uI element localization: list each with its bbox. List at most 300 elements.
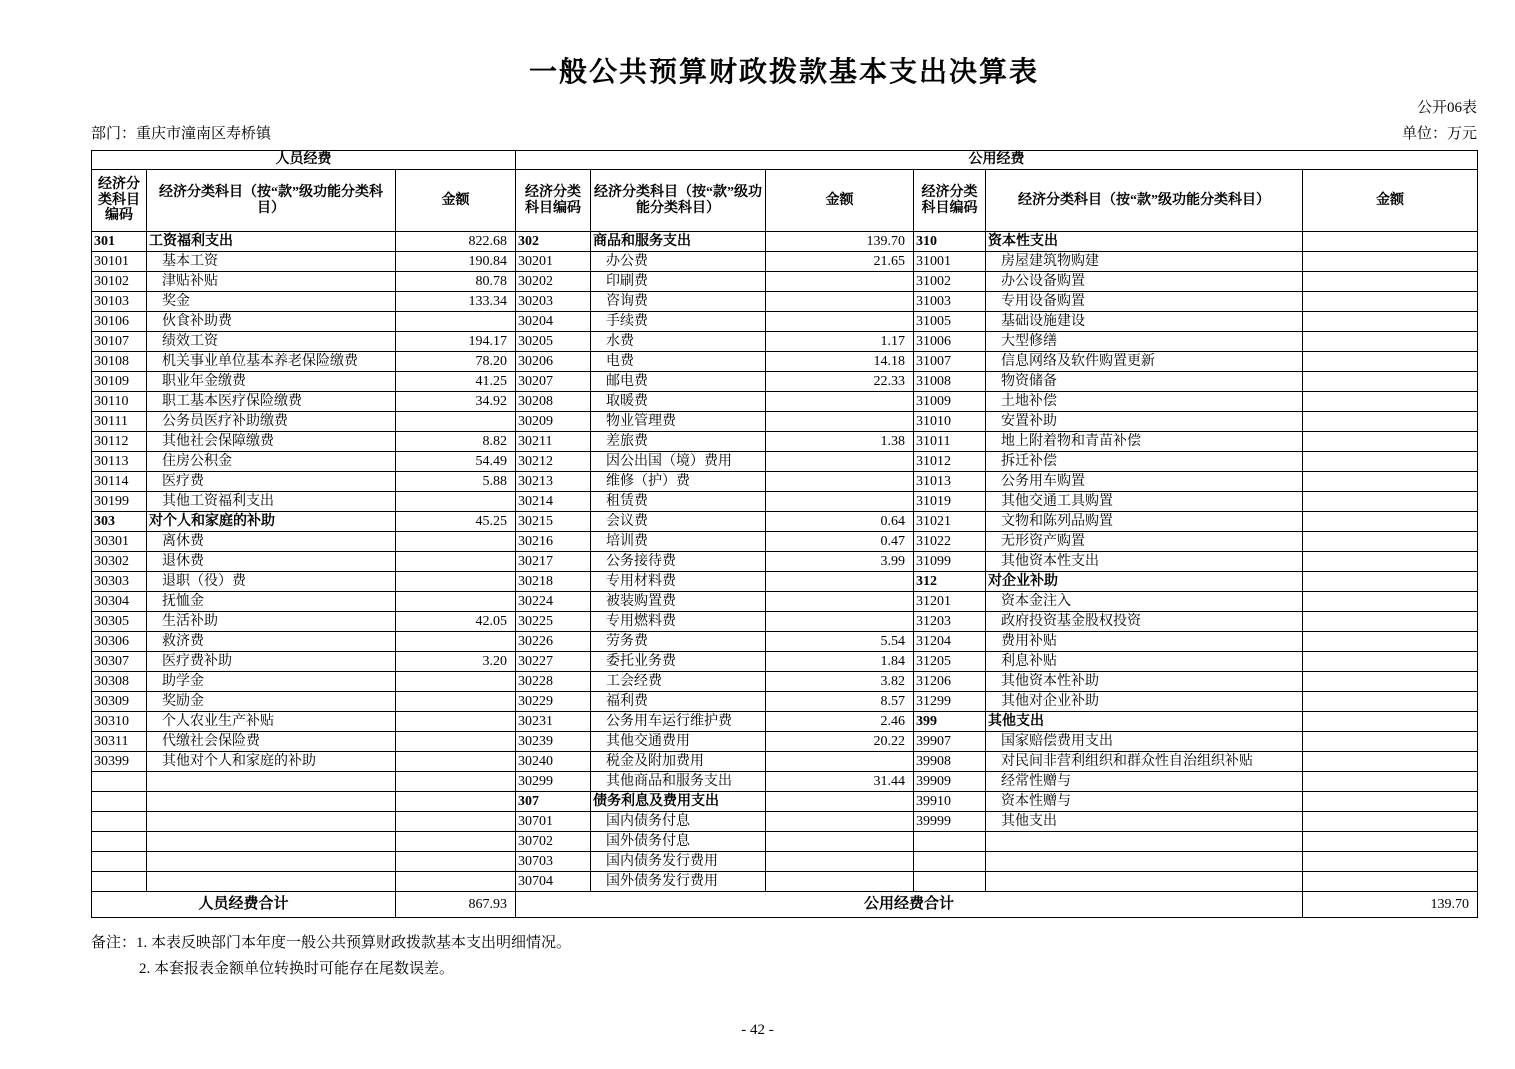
code-cell: 31009 <box>914 392 986 412</box>
code-cell: 31201 <box>914 592 986 612</box>
table-row <box>92 272 1478 292</box>
amount-cell <box>1303 372 1478 392</box>
amount-cell <box>1303 832 1478 852</box>
subject-cell: 住房公积金 <box>147 452 396 472</box>
subject-cell: 印刷费 <box>591 272 766 292</box>
code-cell: 30211 <box>516 432 591 452</box>
code-cell: 39908 <box>914 752 986 772</box>
subject-cell: 公务员医疗补助缴费 <box>147 412 396 432</box>
table-row <box>92 292 1478 312</box>
subject-cell: 对民间非营利组织和群众性自治组织补贴 <box>986 752 1303 772</box>
code-cell: 31204 <box>914 632 986 652</box>
table-row <box>92 452 1478 472</box>
amount-cell <box>1303 332 1478 352</box>
code-cell: 30302 <box>92 552 147 572</box>
subject-cell: 公务用车运行维护费 <box>591 712 766 732</box>
code-cell <box>914 832 986 852</box>
col-header-subject-2: 经济分类科目（按“款”级功能分类科目） <box>591 170 766 232</box>
code-cell: 30109 <box>92 372 147 392</box>
amount-cell <box>1303 572 1478 592</box>
subject-cell: 维修（护）费 <box>591 472 766 492</box>
subject-cell: 资本性支出 <box>986 232 1303 252</box>
page-title: 一般公共预算财政拨款基本支出决算表 <box>528 57 1039 88</box>
code-cell: 312 <box>914 572 986 592</box>
amount-cell <box>766 872 914 892</box>
subject-cell: 职业年金缴费 <box>147 372 396 392</box>
amount-cell: 3.82 <box>766 672 914 692</box>
code-cell: 301 <box>92 232 147 252</box>
code-cell: 31203 <box>914 612 986 632</box>
code-cell: 30224 <box>516 592 591 612</box>
code-cell: 30201 <box>516 252 591 272</box>
code-cell: 30110 <box>92 392 147 412</box>
subject-cell <box>147 812 396 832</box>
subject-cell: 电费 <box>591 352 766 372</box>
code-cell: 30108 <box>92 352 147 372</box>
subject-cell: 基本工资 <box>147 252 396 272</box>
code-cell: 31206 <box>914 672 986 692</box>
table-row <box>92 632 1478 652</box>
code-cell: 30225 <box>516 612 591 632</box>
table-row <box>92 592 1478 612</box>
subject-cell: 物资储备 <box>986 372 1303 392</box>
amount-cell <box>766 592 914 612</box>
code-cell: 30216 <box>516 532 591 552</box>
code-cell: 39909 <box>914 772 986 792</box>
subject-cell: 水费 <box>591 332 766 352</box>
group-header-personnel: 人员经费 <box>92 151 516 170</box>
subject-cell: 委托业务费 <box>591 652 766 672</box>
amount-cell <box>1303 752 1478 772</box>
amount-cell: 14.18 <box>766 352 914 372</box>
amount-cell <box>766 492 914 512</box>
amount-cell <box>766 452 914 472</box>
table-row <box>92 672 1478 692</box>
amount-cell <box>1303 432 1478 452</box>
code-cell: 30106 <box>92 312 147 332</box>
subject-cell: 因公出国（境）费用 <box>591 452 766 472</box>
code-cell: 31099 <box>914 552 986 572</box>
subject-cell: 抚恤金 <box>147 592 396 612</box>
amount-cell <box>766 792 914 812</box>
subject-cell: 其他社会保障缴费 <box>147 432 396 452</box>
code-cell: 30204 <box>516 312 591 332</box>
amount-cell <box>1303 472 1478 492</box>
code-cell: 30102 <box>92 272 147 292</box>
code-cell <box>914 872 986 892</box>
amount-cell <box>1303 652 1478 672</box>
public-total-label: 公用经费合计 <box>516 892 1303 918</box>
subject-cell: 其他支出 <box>986 712 1303 732</box>
code-cell: 303 <box>92 512 147 532</box>
code-cell: 30209 <box>516 412 591 432</box>
code-cell: 31001 <box>914 252 986 272</box>
subject-cell: 其他交通费用 <box>591 732 766 752</box>
amount-cell: 0.64 <box>766 512 914 532</box>
note-line-1 <box>91 930 1477 956</box>
code-cell: 399 <box>914 712 986 732</box>
totals-row <box>92 892 1478 918</box>
code-cell <box>914 852 986 872</box>
code-cell: 31002 <box>914 272 986 292</box>
code-cell: 39907 <box>914 732 986 752</box>
amount-cell: 34.92 <box>396 392 516 412</box>
code-cell: 30103 <box>92 292 147 312</box>
table-row <box>92 812 1478 832</box>
table-row <box>92 492 1478 512</box>
table-row <box>92 772 1478 792</box>
amount-cell <box>1303 772 1478 792</box>
code-cell: 31007 <box>914 352 986 372</box>
code-cell: 30114 <box>92 472 147 492</box>
subject-cell: 资本金注入 <box>986 592 1303 612</box>
amount-cell <box>396 672 516 692</box>
subject-cell: 其他交通工具购置 <box>986 492 1303 512</box>
amount-cell <box>1303 312 1478 332</box>
amount-cell: 3.99 <box>766 552 914 572</box>
subject-cell <box>147 832 396 852</box>
code-cell: 30214 <box>516 492 591 512</box>
amount-cell: 133.34 <box>396 292 516 312</box>
col-header-amount-2: 金额 <box>766 170 914 232</box>
code-cell: 31205 <box>914 652 986 672</box>
amount-cell <box>396 812 516 832</box>
code-cell: 30101 <box>92 252 147 272</box>
subject-cell: 专用材料费 <box>591 572 766 592</box>
code-cell: 30107 <box>92 332 147 352</box>
table-row <box>92 852 1478 872</box>
amount-cell: 822.68 <box>396 232 516 252</box>
code-cell <box>92 832 147 852</box>
table-row <box>92 572 1478 592</box>
group-header-public: 公用经费 <box>516 151 1478 170</box>
amount-cell: 20.22 <box>766 732 914 752</box>
code-cell: 31012 <box>914 452 986 472</box>
code-cell: 31008 <box>914 372 986 392</box>
subject-cell: 助学金 <box>147 672 396 692</box>
subject-cell: 政府投资基金股权投资 <box>986 612 1303 632</box>
code-cell: 30228 <box>516 672 591 692</box>
amount-cell <box>396 632 516 652</box>
subject-cell: 津贴补贴 <box>147 272 396 292</box>
amount-cell: 0.47 <box>766 532 914 552</box>
amount-cell <box>1303 672 1478 692</box>
amount-cell <box>1303 512 1478 532</box>
amount-cell <box>766 572 914 592</box>
col-header-code-1: 经济分类科目编码 <box>92 170 147 232</box>
table-row <box>92 752 1478 772</box>
table-row <box>92 832 1478 852</box>
note-1: 1. 本表反映部门本年度一般公共预算财政拨款基本支出明细情况。 <box>136 935 572 951</box>
amount-cell: 1.84 <box>766 652 914 672</box>
amount-cell <box>396 792 516 812</box>
amount-cell: 31.44 <box>766 772 914 792</box>
code-cell: 302 <box>516 232 591 252</box>
subject-cell: 手续费 <box>591 312 766 332</box>
amount-cell <box>396 832 516 852</box>
code-cell: 30203 <box>516 292 591 312</box>
table-number: 公开06表 <box>1416 100 1477 116</box>
table-row <box>92 612 1478 632</box>
subject-cell: 取暖费 <box>591 392 766 412</box>
table-row <box>92 872 1478 892</box>
amount-cell <box>1303 732 1478 752</box>
table-row <box>92 312 1478 332</box>
code-cell <box>92 872 147 892</box>
expenditure-table <box>91 150 1478 918</box>
amount-cell: 78.20 <box>396 352 516 372</box>
subject-cell: 邮电费 <box>591 372 766 392</box>
subject-cell: 利息补贴 <box>986 652 1303 672</box>
subject-cell: 生活补助 <box>147 612 396 632</box>
code-cell: 30305 <box>92 612 147 632</box>
amount-cell <box>396 572 516 592</box>
amount-cell: 45.25 <box>396 512 516 532</box>
table-row <box>92 252 1478 272</box>
subject-cell: 经常性赠与 <box>986 772 1303 792</box>
amount-cell <box>1303 272 1478 292</box>
amount-cell: 3.20 <box>396 652 516 672</box>
amount-cell: 8.57 <box>766 692 914 712</box>
amount-cell <box>766 312 914 332</box>
amount-cell <box>1303 792 1478 812</box>
code-cell: 30205 <box>516 332 591 352</box>
amount-cell <box>396 852 516 872</box>
code-cell <box>92 812 147 832</box>
code-cell: 310 <box>914 232 986 252</box>
subject-cell: 拆迁补偿 <box>986 452 1303 472</box>
amount-cell <box>396 312 516 332</box>
col-header-amount-1: 金额 <box>396 170 516 232</box>
col-header-code-3: 经济分类科目编码 <box>914 170 986 232</box>
amount-cell <box>1303 872 1478 892</box>
subject-cell: 其他对企业补助 <box>986 692 1303 712</box>
code-cell: 30217 <box>516 552 591 572</box>
code-cell: 30212 <box>516 452 591 472</box>
amount-cell <box>766 812 914 832</box>
subject-cell: 医疗费补助 <box>147 652 396 672</box>
subject-cell: 咨询费 <box>591 292 766 312</box>
amount-cell <box>766 292 914 312</box>
personnel-total-label: 人员经费合计 <box>92 892 396 918</box>
amount-cell: 21.65 <box>766 252 914 272</box>
subject-cell: 国外债务付息 <box>591 832 766 852</box>
subject-cell: 会议费 <box>591 512 766 532</box>
amount-cell <box>766 392 914 412</box>
subject-cell: 公务用车购置 <box>986 472 1303 492</box>
table-row <box>92 412 1478 432</box>
amount-cell <box>1303 592 1478 612</box>
amount-cell <box>766 852 914 872</box>
subject-cell <box>147 872 396 892</box>
subject-cell: 税金及附加费用 <box>591 752 766 772</box>
subject-cell <box>986 832 1303 852</box>
amount-cell: 2.46 <box>766 712 914 732</box>
subject-cell: 土地补偿 <box>986 392 1303 412</box>
subject-cell: 费用补贴 <box>986 632 1303 652</box>
subject-cell: 国家赔偿费用支出 <box>986 732 1303 752</box>
table-row <box>92 552 1478 572</box>
table-row <box>92 232 1478 252</box>
subject-cell: 租赁费 <box>591 492 766 512</box>
amount-cell: 5.88 <box>396 472 516 492</box>
notes-block <box>91 930 1477 983</box>
code-cell: 31299 <box>914 692 986 712</box>
public-total-amount: 139.70 <box>1303 892 1478 918</box>
code-cell: 31021 <box>914 512 986 532</box>
table-row <box>92 532 1478 552</box>
code-cell: 307 <box>516 792 591 812</box>
subject-cell: 代缴社会保险费 <box>147 732 396 752</box>
code-cell: 31022 <box>914 532 986 552</box>
code-cell: 30311 <box>92 732 147 752</box>
code-cell: 30240 <box>516 752 591 772</box>
code-cell: 30207 <box>516 372 591 392</box>
code-cell: 30199 <box>92 492 147 512</box>
subject-cell: 其他对个人和家庭的补助 <box>147 752 396 772</box>
subject-cell <box>147 792 396 812</box>
subject-cell: 奖励金 <box>147 692 396 712</box>
meta-row <box>91 122 1477 143</box>
amount-cell <box>1303 452 1478 472</box>
subject-cell: 医疗费 <box>147 472 396 492</box>
subject-cell: 专用燃料费 <box>591 612 766 632</box>
col-header-subject-1: 经济分类科目（按“款”级功能分类科目） <box>147 170 396 232</box>
amount-cell <box>766 612 914 632</box>
amount-cell <box>1303 492 1478 512</box>
code-cell: 30701 <box>516 812 591 832</box>
code-cell: 31013 <box>914 472 986 492</box>
subject-cell <box>147 852 396 872</box>
subject-cell <box>147 772 396 792</box>
amount-cell: 22.33 <box>766 372 914 392</box>
subject-cell: 其他资本性补助 <box>986 672 1303 692</box>
subject-cell: 基础设施建设 <box>986 312 1303 332</box>
amount-cell: 42.05 <box>396 612 516 632</box>
code-cell: 30227 <box>516 652 591 672</box>
subject-cell: 救济费 <box>147 632 396 652</box>
code-cell <box>92 772 147 792</box>
table-row <box>92 332 1478 352</box>
table-row <box>92 692 1478 712</box>
amount-cell: 139.70 <box>766 232 914 252</box>
amount-cell <box>766 412 914 432</box>
code-cell: 30239 <box>516 732 591 752</box>
amount-cell: 190.84 <box>396 252 516 272</box>
code-cell: 30208 <box>516 392 591 412</box>
code-cell: 30218 <box>516 572 591 592</box>
subject-cell: 国内债务付息 <box>591 812 766 832</box>
subject-cell: 大型修缮 <box>986 332 1303 352</box>
page-number: - 42 - <box>741 1022 774 1038</box>
amount-cell <box>396 532 516 552</box>
subject-cell: 安置补助 <box>986 412 1303 432</box>
code-cell: 39910 <box>914 792 986 812</box>
amount-cell: 194.17 <box>396 332 516 352</box>
amount-cell: 80.78 <box>396 272 516 292</box>
amount-cell: 8.82 <box>396 432 516 452</box>
amount-cell <box>766 272 914 292</box>
code-cell: 30307 <box>92 652 147 672</box>
amount-cell <box>396 492 516 512</box>
subject-cell: 劳务费 <box>591 632 766 652</box>
code-cell: 39999 <box>914 812 986 832</box>
amount-cell <box>396 592 516 612</box>
amount-cell <box>1303 692 1478 712</box>
amount-cell <box>766 472 914 492</box>
subject-cell: 个人农业生产补贴 <box>147 712 396 732</box>
subject-cell: 办公设备购置 <box>986 272 1303 292</box>
subject-cell: 对企业补助 <box>986 572 1303 592</box>
subject-cell: 职工基本医疗保险缴费 <box>147 392 396 412</box>
amount-cell <box>396 692 516 712</box>
amount-cell <box>396 872 516 892</box>
code-cell: 30399 <box>92 752 147 772</box>
amount-cell <box>396 412 516 432</box>
subject-cell: 债务利息及费用支出 <box>591 792 766 812</box>
subject-cell: 离休费 <box>147 532 396 552</box>
subject-cell: 其他资本性支出 <box>986 552 1303 572</box>
code-cell: 30703 <box>516 852 591 872</box>
amount-cell <box>1303 392 1478 412</box>
col-header-amount-3: 金额 <box>1303 170 1478 232</box>
table-row <box>92 652 1478 672</box>
code-cell: 31010 <box>914 412 986 432</box>
subject-cell: 房屋建筑物购建 <box>986 252 1303 272</box>
code-cell: 30306 <box>92 632 147 652</box>
amount-cell: 5.54 <box>766 632 914 652</box>
code-cell: 30213 <box>516 472 591 492</box>
table-row <box>92 352 1478 372</box>
code-cell: 31006 <box>914 332 986 352</box>
code-cell <box>92 852 147 872</box>
code-cell: 30112 <box>92 432 147 452</box>
code-cell: 30206 <box>516 352 591 372</box>
subject-cell <box>986 872 1303 892</box>
amount-cell <box>396 772 516 792</box>
code-cell: 30310 <box>92 712 147 732</box>
table-row <box>92 472 1478 492</box>
code-cell: 30704 <box>516 872 591 892</box>
notes-label: 备注： <box>91 935 137 951</box>
code-cell: 30111 <box>92 412 147 432</box>
table-row <box>92 432 1478 452</box>
code-cell: 31005 <box>914 312 986 332</box>
unit-label: 单位：万元 <box>1401 126 1477 142</box>
amount-cell <box>1303 252 1478 272</box>
code-cell: 30309 <box>92 692 147 712</box>
code-cell: 30229 <box>516 692 591 712</box>
subject-cell: 地上附着物和青苗补偿 <box>986 432 1303 452</box>
subject-cell: 工资福利支出 <box>147 232 396 252</box>
code-cell: 30113 <box>92 452 147 472</box>
subject-cell: 机关事业单位基本养老保险缴费 <box>147 352 396 372</box>
subject-cell: 国外债务发行费用 <box>591 872 766 892</box>
table-row <box>92 792 1478 812</box>
subject-cell: 退职（役）费 <box>147 572 396 592</box>
amount-cell <box>1303 852 1478 872</box>
subject-cell: 办公费 <box>591 252 766 272</box>
subject-cell: 商品和服务支出 <box>591 232 766 252</box>
subject-cell: 被装购置费 <box>591 592 766 612</box>
code-cell: 30202 <box>516 272 591 292</box>
table-row <box>92 512 1478 532</box>
subject-cell: 专用设备购置 <box>986 292 1303 312</box>
subject-cell: 公务接待费 <box>591 552 766 572</box>
col-header-code-2: 经济分类科目编码 <box>516 170 591 232</box>
subject-cell: 差旅费 <box>591 432 766 452</box>
subject-cell: 伙食补助费 <box>147 312 396 332</box>
